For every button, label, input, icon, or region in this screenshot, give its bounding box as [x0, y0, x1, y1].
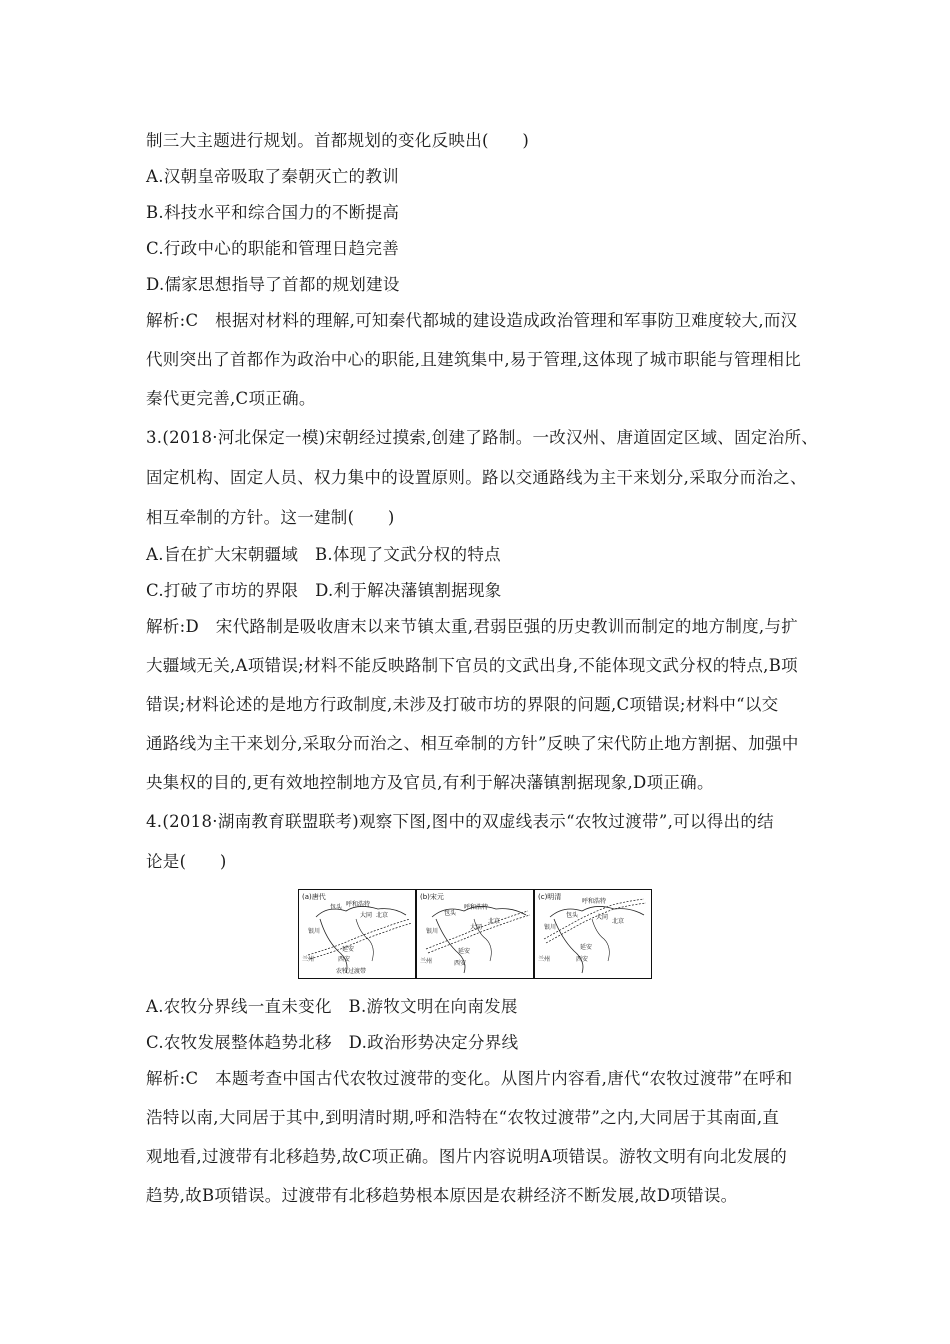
- map-label: 兰州: [420, 958, 433, 965]
- question-3-line: 相互牵制的方针。这一建制( ): [146, 508, 395, 527]
- map-label: 北京: [488, 918, 501, 925]
- question-4: 4.(2018·湖南教育联盟联考)观察下图,图中的双虚线表示“农牧过渡带”,可以得出的结: [146, 812, 774, 831]
- analysis-line: 大疆域无关,A项错误;材料不能反映路制下官员的文武出身,不能体现文武分权的特点,B项: [146, 656, 798, 675]
- map-title: (c)明清: [538, 893, 562, 901]
- map-label: 北京: [376, 912, 389, 919]
- map-title: (a)唐代: [302, 893, 326, 901]
- map-panel-tang: [299, 890, 416, 979]
- analysis-line: 秦代更完善,C项正确。: [146, 389, 316, 408]
- analysis-line: 央集权的目的,更有效地控制地方及官员,有利于解决藩镇割据现象,D项正确。: [146, 773, 714, 792]
- option-d: D.儒家思想指导了首都的规划建设: [146, 275, 400, 294]
- option-c: C.行政中心的职能和管理日趋完善: [146, 239, 400, 258]
- map-label: 延安: [458, 948, 471, 955]
- map-panel-ming-qing: [535, 890, 652, 979]
- analysis-line: 观地看,过渡带有北移趋势,故C项正确。图片内容说明A项错误。游牧文明有向北发展的: [146, 1147, 788, 1166]
- map-label: 包头: [444, 910, 457, 917]
- option-a: A.汉朝皇帝吸取了秦朝灭亡的教训: [146, 167, 399, 186]
- analysis-line: 解析:C 根据对材料的理解,可知秦代都城的建设造成政治管理和军事防卫难度较大,而汉: [146, 311, 798, 330]
- options-cd: C.打破了市坊的界限 D.利于解决藩镇割据现象: [146, 581, 502, 600]
- analysis-line: 浩特以南,大同居于其中,到明清时期,呼和浩特在“农牧过渡带”之内,大同居于其南面,直: [146, 1108, 780, 1127]
- map-label: 西安: [454, 960, 467, 967]
- options-ab: A.农牧分界线一直未变化 B.游牧文明在向南发展: [146, 997, 518, 1016]
- map-label: 银川: [544, 924, 557, 931]
- agro-pastoral-maps: [298, 889, 652, 979]
- analysis-line: 解析:C 本题考查中国古代农牧过渡带的变化。从图片内容看,唐代“农牧过渡带”在呼和: [146, 1069, 793, 1088]
- map-label: 银川: [426, 928, 439, 935]
- option-b: B.科技水平和综合国力的不断提高: [146, 203, 400, 222]
- map-label: 呼和浩特: [464, 904, 489, 911]
- analysis-line: 通路线为主干来划分,采取分而治之、相互牵制的方针”反映了宋代防止地方割据、加强中: [146, 734, 799, 753]
- map-label: 西安: [338, 956, 351, 963]
- map-label: 呼和浩特: [346, 901, 371, 908]
- analysis-line: 趋势,故B项错误。过渡带有北移趋势根本原因是农耕经济不断发展,故D项错误。: [146, 1186, 738, 1205]
- map-label: 大同: [470, 924, 483, 931]
- map-panel-song-yuan: [417, 890, 534, 979]
- text-line: 制三大主题进行规划。首都规划的变化反映出( ): [146, 131, 530, 150]
- analysis-line: 代则突出了首都作为政治中心的职能,且建筑集中,易于管理,这体现了城市职能与管理相比: [146, 350, 802, 369]
- map-label: 延安: [580, 944, 593, 951]
- map-label: 呼和浩特: [582, 898, 607, 905]
- question-3: 3.(2018·河北保定一模)宋朝经过摸索,创建了路制。一改汉州、唐道固定区域、固定治所、: [146, 428, 819, 447]
- map-label: 包头: [566, 912, 579, 919]
- map-label: 农牧过渡带: [336, 968, 367, 975]
- analysis-line: 解析:D 宋代路制是吸收唐末以来节镇太重,君弱臣强的历史教训而制定的地方制度,与扩: [146, 617, 799, 636]
- question-3-line: 固定机构、固定人员、权力集中的设置原则。路以交通路线为主干来划分,采取分而治之、: [146, 468, 807, 487]
- analysis-line: 错误;材料论述的是地方行政制度,未涉及打破市坊的界限的问题,C项错误;材料中“以交: [146, 695, 779, 714]
- question-4-line: 论是( ): [146, 852, 227, 871]
- map-title: (b)宋元: [420, 893, 444, 901]
- map-label: 包头: [330, 904, 343, 911]
- map-label: 银川: [308, 928, 321, 935]
- map-label: 西安: [576, 956, 589, 963]
- map-label: 北京: [612, 918, 625, 925]
- map-label: 大同: [596, 914, 609, 921]
- map-label: 延安: [342, 946, 355, 953]
- map-label: 大同: [360, 912, 373, 919]
- map-label: 兰州: [302, 956, 315, 963]
- options-ab: A.旨在扩大宋朝疆域 B.体现了文武分权的特点: [146, 545, 501, 564]
- map-label: 兰州: [538, 956, 551, 963]
- options-cd: C.农牧发展整体趋势北移 D.政治形势决定分界线: [146, 1033, 519, 1052]
